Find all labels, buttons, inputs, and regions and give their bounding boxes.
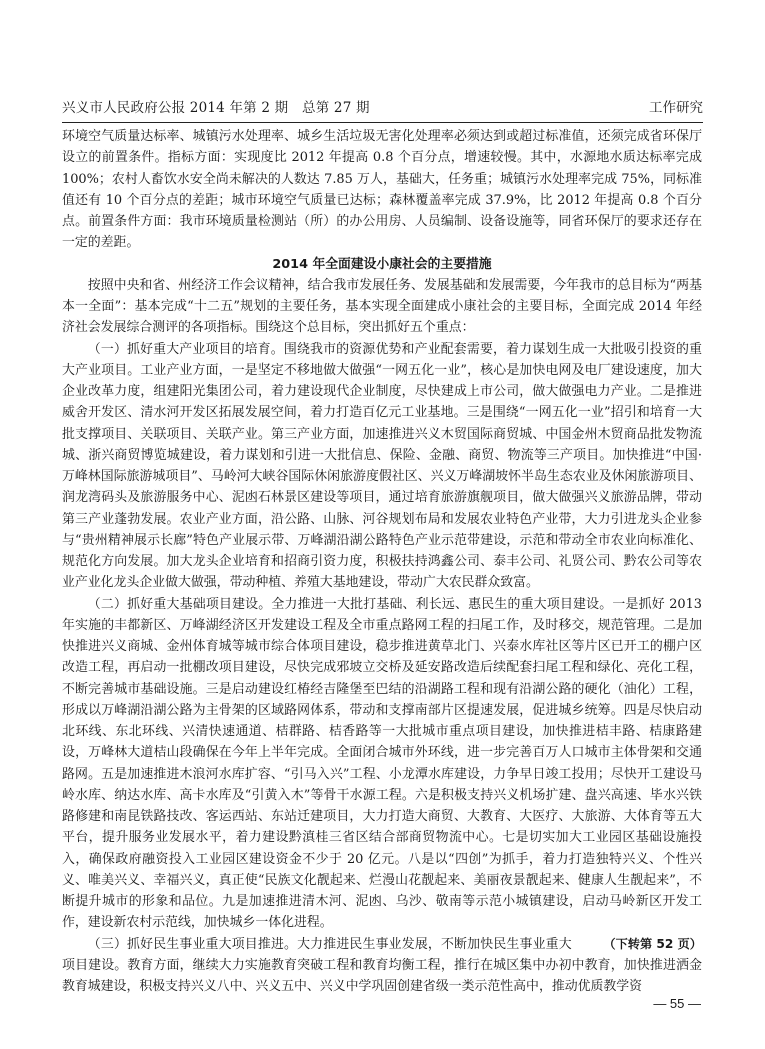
intro-paragraph: 环境空气质量达标率、城镇污水处理率、城乡生活垃圾无害化处理率必须达到或超过标准值，还须完成省环保厅设立的前置条件。指标方面：实现度比 2012 年提高 0.8 个百分点，增速较慢。其中，水源地水质达标率完成 100%；农村人畜饮水安全尚未解决的人数达 7.85 万人，基础大，任务重；城镇污水处理率完成 75%，同标准值还有 10 个百分点的差距；城市环境空气质量已达标；森林覆盖率完成 37.9%，比 2012 年提高 0.8 个百分点。前置条件方面：我市环境质量检测站（所）的办公用房、人员编制、设备设施等，同省环保厅的要求还存在一定的差距。 bbox=[62, 129, 702, 251]
page-number: — 55 — bbox=[653, 996, 701, 1011]
paragraph-infrastructure-projects: （二）抓好重大基础项目建设。全力推进一大批打基础、利长远、惠民生的重大项目建设。一是抓好 2013 年实施的丰都新区、万峰湖经济区开发建设工程及全市重点路网工程的扫尾工作，及时移交，规范管理。二是加快推进兴义商城、金州体育城等城市综合体项目建设，稳步推进黄草北门、兴泰水库社区等片区已开工的棚户区改造工程，再启动一批棚改项目建设，尽快完成邪坡立交桥及延安路改造后续配套扫尾工程和绿化、亮化工程，不断完善城市基础设施。三是启动建设红椿经吉隆堡至巴结的沿湖路工程和现有沿湖公路的硬化（油化）工程，形成以万峰湖沿湖公路为主骨架的区域路网体系，带动和支撑南部片区提速发展，促进城乡统筹。四是尽快启动北环线、东北环线、兴清快速通道、桔群路、桔香路等一大批城市重点项目建设，加快推进桔丰路、桔康路建设，万峰林大道桔山段确保在今年上半年完成。全面闭合城市外环线，进一步完善百万人口城市主体骨架和交通路网。五是加速推进木浪河水库扩容、“引马入兴”工程、小龙潭水库建设，力争早日竣工投用；尽快开工建设马岭水库、纳达水库、高卡水库及“引黄入木”等骨干水源工程。六是积极支持兴义机场扩建、盘兴高速、毕水兴铁路修建和南昆铁路技改、客运西站、东站迁建项目，大力打造大商贸、大教育、大医疗、大旅游、大体育等五大平台，提升服务业发展水平，着力建设黔滇桂三省区结合部商贸物流中心。七是切实加大工业园区基础设施投入，确保政府融资投入工业园区建设资金不少于 20 亿元。八是以“四创”为抓手，着力打造独特兴义、个性兴义、唯美兴义、幸福兴义，真正使“民族文化靓起来、烂漫山花靓起来、美丽夜景靓起来、健康人生靓起来”，不断提升城市的形象和品位。九是加速推进清木河、泥凼、乌沙、敬南等示范小城镇建设，启动马岭新区开发工作，建设新农村示范线，加快城乡一体化进程。 bbox=[62, 596, 702, 931]
continued-note: （下转第 52 页） bbox=[603, 936, 702, 951]
section-heading: 2014 年全面建设小康社会的主要措施 bbox=[272, 256, 492, 272]
journal-issue-title: 兴义市人民政府公报 2014 年第 2 期 总第 27 期 bbox=[62, 100, 370, 116]
paragraph-overview: 按照中央和省、州经济工作会议精神，结合我市发展任务、发展基础和发展需要，今年我市的总目标为“两基本一全面”：基本完成“十二五”规划的主要任务，基本实现全面建成小康社会的主要目标，全面完成 2014 年经济社会发展综合测评的各项指标。围绕这个总目标，突出抓好五个重点： bbox=[62, 277, 702, 336]
paragraph-livelihood-text: （三）抓好民生事业重大项目推进。大力推进民生事业发展，不断加快民生事业重大项目建设。教育方面，继续大力实施教育突破工程和教育均衡工程，推行在城区集中办初中教育，加快推进洒金教育城建设，积极支持兴义八中、兴义五中、兴义中学巩固创建省级一类示范性高中，推动优质教学资 bbox=[62, 936, 702, 994]
paragraph-livelihood-projects bbox=[62, 934, 702, 998]
running-header bbox=[62, 96, 703, 122]
article-body bbox=[62, 126, 702, 997]
paragraph-industry-projects: （一）抓好重大产业项目的培育。围绕我市的资源优势和产业配套需要，着力谋划生成一大批吸引投资的重大产业项目。工业产业方面，一是坚定不移地做大做强“一网五化一业”，核心是加快电网及电厂建设速度，加大企业改革力度，组建阳光集团公司，着力建设现代企业制度，尽快建成上市公司，做大做强电力产业。二是推进威舍开发区、清水河开发区拓展发展空间，着力打造百亿元工业基地。三是围绕“一网五化一业”招引和培育一大批支撑项目、关联项目、关联产业。第三产业方面，加速推进兴义木贸国际商贸城、中国金州木贸商品批发物流城、浙兴商贸博览城建设，着力谋划和引进一大批信息、保险、金融、商贸、物流等三产项目。加快推进“中国·万峰林国际旅游城项目”、马岭河大峡谷国际休闲旅游度假社区、兴义万峰湖坡怀半岛生态农业及休闲旅游项目、润龙湾码头及旅游服务中心、泥凼石林景区建设等项目，通过培育旅游旗舰项目，做大做强兴义旅游品牌，带动第三产业蓬勃发展。农业产业方面，沿公路、山脉、河谷规划布局和发展农业特色产业带，大力引进龙头企业参与“贵州精神展示长廊”特色产业展示带、万峰湖沿湖公路特色产业示范带建设，示范和带动全市农业向标准化、规范化方向发展。加大龙头企业培育和招商引资力度，积极扶持鸿鑫公司、泰丰公司、礼贤公司、黔农公司等农业产业化龙头企业做大做强，带动种植、养殖大基地建设，带动广大农民群众致富。 bbox=[62, 341, 702, 591]
header-rule bbox=[62, 122, 703, 123]
section-name: 工作研究 bbox=[649, 100, 703, 116]
